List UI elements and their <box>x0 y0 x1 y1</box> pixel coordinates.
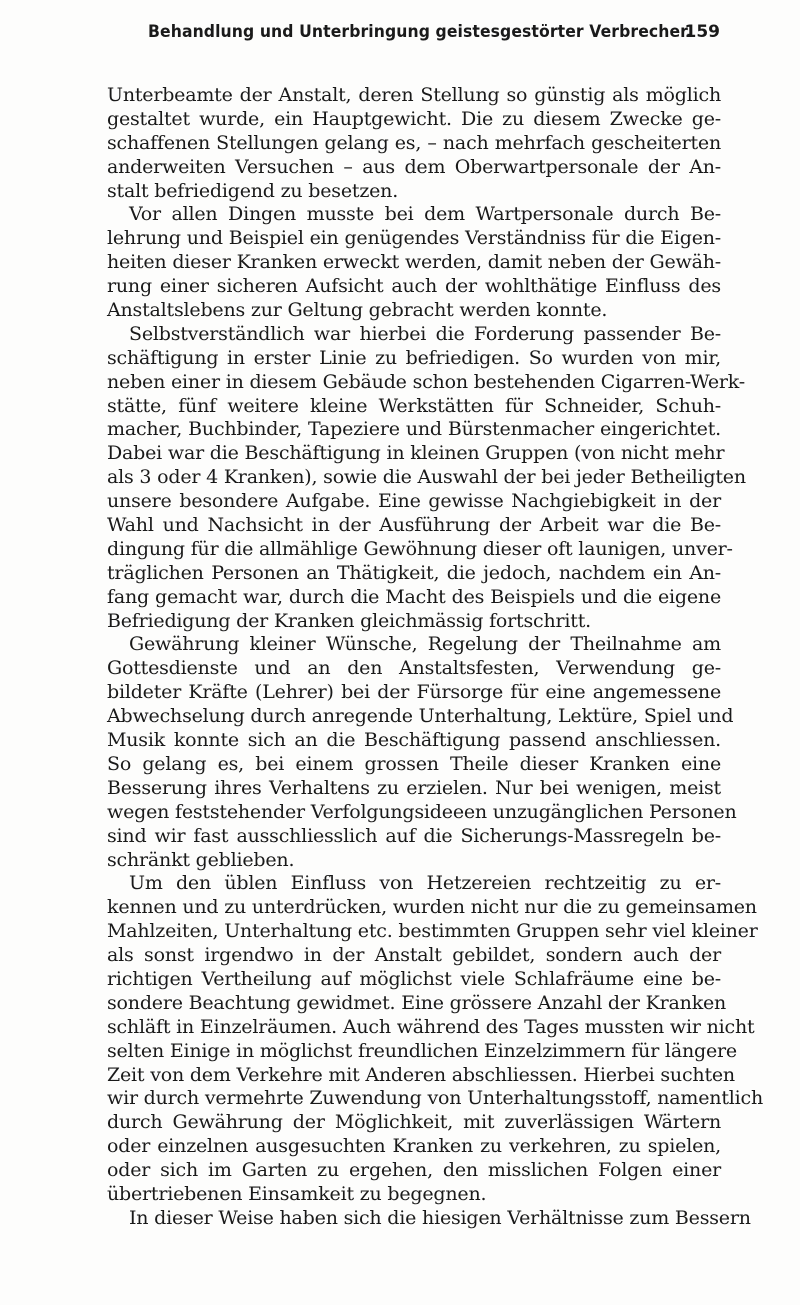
text-line: Befriedigung der Kranken gleichmässig fortschritt. <box>107 609 591 632</box>
text-line: schäftigung in erster Linie zu befriedigen. So wurden von mir, <box>107 346 721 369</box>
text-line: bildeter Kräfte (Lehrer) bei der Fürsorge für eine angemessene <box>107 681 721 704</box>
text-line: Zeit von dem Verkehre mit Anderen abschliessen. Hierbei suchten <box>107 1063 735 1086</box>
text-line: Wahl und Nachsicht in der Ausführung der Arbeit war die Be- <box>107 514 721 537</box>
text-line: durch Gewährung der Möglichkeit, mit zuverlässigen Wärtern <box>107 1111 721 1134</box>
text-line: unsere besondere Aufgabe. Eine gewisse Nachgiebigkeit in der <box>107 490 721 513</box>
text-line: heiten dieser Kranken erweckt werden, damit neben der Gewäh- <box>107 251 721 274</box>
text-line: Gewährung kleiner Wünsche, Regelung der Theilnahme am <box>129 633 721 656</box>
text-line: macher, Buchbinder, Tapeziere und Bürstenmacher eingerichtet. <box>107 418 721 441</box>
text-line: als sonst irgendwo in der Anstalt gebildet, sondern auch der <box>107 944 721 967</box>
text-line: wir durch vermehrte Zuwendung von Unterhaltungsstoff, namentlich <box>107 1087 763 1110</box>
text-line: So gelang es, bei einem grossen Theile dieser Kranken eine <box>107 752 721 775</box>
text-line: Abwechselung durch anregende Unterhaltung, Lektüre, Spiel und <box>107 705 734 728</box>
text-line: Selbstverständlich war hierbei die Forderung passender Be- <box>129 322 721 345</box>
text-line: Anstaltslebens zur Geltung gebracht werden konnte. <box>107 299 608 322</box>
text-line: schränkt geblieben. <box>107 848 295 871</box>
text-line: oder einzelnen ausgesuchten Kranken zu verkehren, zu spielen, <box>107 1135 721 1158</box>
page-number: 159 <box>684 22 720 42</box>
text-line: übertriebenen Einsamkeit zu begegnen. <box>107 1182 487 1205</box>
text-line: anderweiten Versuchen – aus dem Oberwartpersonale der An- <box>107 155 721 178</box>
text-line: sind wir fast ausschliesslich auf die Sicherungs-Massregeln be- <box>107 824 721 847</box>
text-line: träglichen Personen an Thätigkeit, die jedoch, nachdem ein An- <box>107 561 721 584</box>
running-head <box>148 22 720 50</box>
text-line: Unterbeamte der Anstalt, deren Stellung so günstig als möglich <box>107 84 721 106</box>
text-line: Vor allen Dingen musste bei dem Wartpersonale durch Be- <box>129 203 721 226</box>
text-line: schläft in Einzelräumen. Auch während des Tages mussten wir nicht <box>107 1015 755 1038</box>
text-line: Dabei war die Beschäftigung in kleinen Gruppen (von nicht mehr <box>107 442 725 465</box>
text-line: dingung für die allmählige Gewöhnung dieser oft launigen, unver- <box>107 537 733 560</box>
text-line: oder sich im Garten zu ergehen, den misslichen Folgen einer <box>107 1159 721 1182</box>
text-line: sondere Beachtung gewidmet. Eine grössere Anzahl der Kranken <box>107 991 727 1014</box>
text-line: Besserung ihres Verhaltens zu erzielen. Nur bei wenigen, meist <box>107 776 721 799</box>
text-line: wegen feststehender Verfolgungsideeen unzugänglichen Personen <box>107 800 737 823</box>
text-line: schaffenen Stellungen gelang es, – nach mehrfach gescheiterten <box>107 131 721 154</box>
text-line: kennen und zu unterdrücken, wurden nicht nur die zu gemeinsamen <box>107 896 757 919</box>
text-line: stätte, fünf weitere kleine Werkstätten für Schneider, Schuh- <box>107 394 721 417</box>
text-line: richtigen Vertheilung auf möglichst viele Schlafräume eine be- <box>107 967 721 990</box>
text-line: selten Einige in möglichst freundlichen Einzelzimmern für längere <box>107 1039 737 1062</box>
body-text <box>107 84 763 1231</box>
text-line: In dieser Weise haben sich die hiesigen Verhältnisse zum Bessern <box>129 1206 751 1229</box>
text-line: fang gemacht war, durch die Macht des Beispiels und die eigene <box>107 585 721 608</box>
text-line: rung einer sicheren Aufsicht auch der wohlthätige Einfluss des <box>107 275 721 298</box>
text-line: neben einer in diesem Gebäude schon bestehenden Cigarren-Werk- <box>107 370 745 393</box>
text-line: stalt befriedigend zu besetzen. <box>107 179 399 202</box>
text-line: lehrung und Beispiel ein genügendes Verständniss für die Eigen- <box>107 227 721 250</box>
text-line: Gottesdienste und an den Anstaltsfesten, Verwendung ge- <box>107 657 721 680</box>
running-title: Behandlung und Unterbringung geistesgestörter Verbrecher. <box>148 22 692 42</box>
text-line: als 3 oder 4 Kranken), sowie die Auswahl der bei jeder Betheiligten <box>107 466 746 489</box>
text-line: Um den üblen Einfluss von Hetzereien rechtzeitig zu er- <box>129 872 721 895</box>
text-line: Mahlzeiten, Unterhaltung etc. bestimmten Gruppen sehr viel kleiner <box>107 920 758 943</box>
text-line: gestaltet wurde, ein Hauptgewicht. Die zu diesem Zwecke ge- <box>107 107 721 130</box>
text-line: Musik konnte sich an die Beschäftigung passend anschliessen. <box>107 729 721 752</box>
